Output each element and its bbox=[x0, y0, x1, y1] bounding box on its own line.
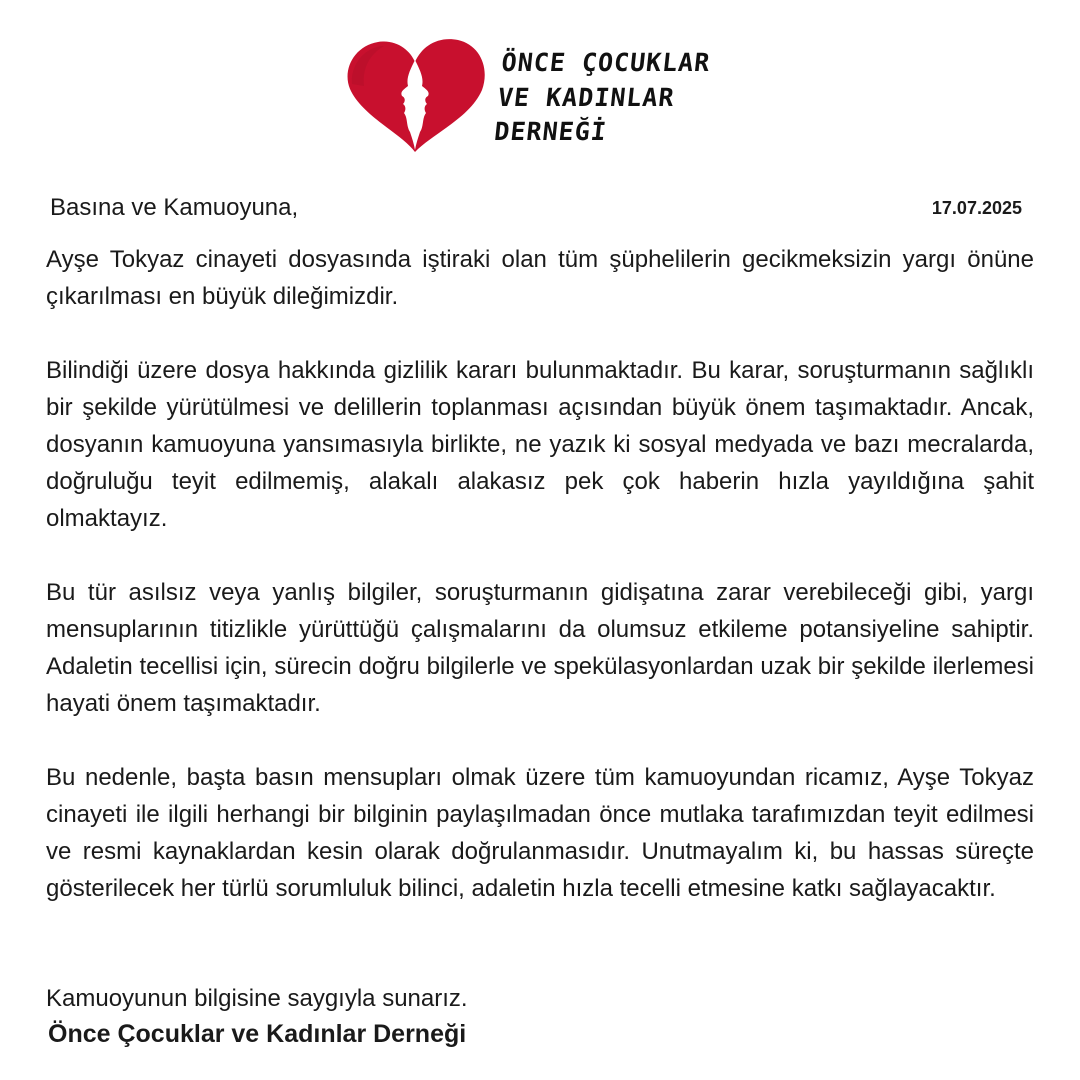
salutation: Basına ve Kamuoyuna, bbox=[50, 194, 299, 221]
heart-faces-icon bbox=[340, 34, 490, 159]
closing-line: Kamuoyunun bilgisine saygıyla sunarız. bbox=[46, 985, 468, 1012]
letter-body bbox=[46, 241, 1034, 944]
logo-line-1: ÖNCE ÇOCUKLAR bbox=[500, 48, 712, 77]
letter-date: 17.07.2025 bbox=[931, 198, 1022, 218]
signature: Önce Çocuklar ve Kadınlar Derneği bbox=[48, 1020, 467, 1048]
logo-wordmark bbox=[493, 46, 713, 150]
paragraph-2: Bilindiği üzere dosya hakkında gizlilik kararı bulunmaktadır. Bu karar, soruşturmanın sağlıklı bir şekilde yürütülmesi ve delillerin toplanması açısından büyük önem taşımaktadır. Ancak, dosyanın kamuoyuna yansımasıyla birlikte, ne yazık ki sosyal medyada ve bazı mecralarda, doğruluğu teyit edilmemiş, alakalı alakasız pek çok haberin hızla yayıldığına şahit olmaktayız. bbox=[46, 357, 1034, 532]
paragraph-3: Bu tür asılsız veya yanlış bilgiler, soruşturmanın gidişatına zarar verebileceği gibi, yargı mensuplarının titizlikle yürüttüğü çalışmalarını da olumsuz etkileme potansiyeline sahiptir. Adaletin tecellisi için, sürecin doğru bilgilerle ve spekülasyonlardan uzak bir şekilde ilerlemesi hayati önem taşımaktadır. bbox=[46, 579, 1034, 717]
logo-line-2: VE KADINLAR bbox=[496, 82, 677, 112]
logo-line-3: DERNEĞİ bbox=[492, 117, 609, 146]
paragraph-4: Bu nedenle, başta basın mensupları olmak üzere tüm kamuoyundan ricamız, Ayşe Tokyaz cinayeti ile ilgili herhangi bir bilginin paylaşılmadan önce mutlaka tarafımızdan teyit edilmesi ve resmi kaynaklardan kesin olarak doğrulanmasıdır. Unutmayalım ki, bu hassas süreçte gösterilecek her türlü sorumluluk bilinci, adaletin hızla tecelli etmesine katkı sağlayacaktır. bbox=[46, 764, 1034, 902]
organization-logo bbox=[340, 34, 760, 164]
paragraph-1: Ayşe Tokyaz cinayeti dosyasında iştiraki olan tüm şüphelilerin gecikmeksizin yargı önüne çıkarılması en büyük dileğimizdir. bbox=[46, 246, 1034, 310]
